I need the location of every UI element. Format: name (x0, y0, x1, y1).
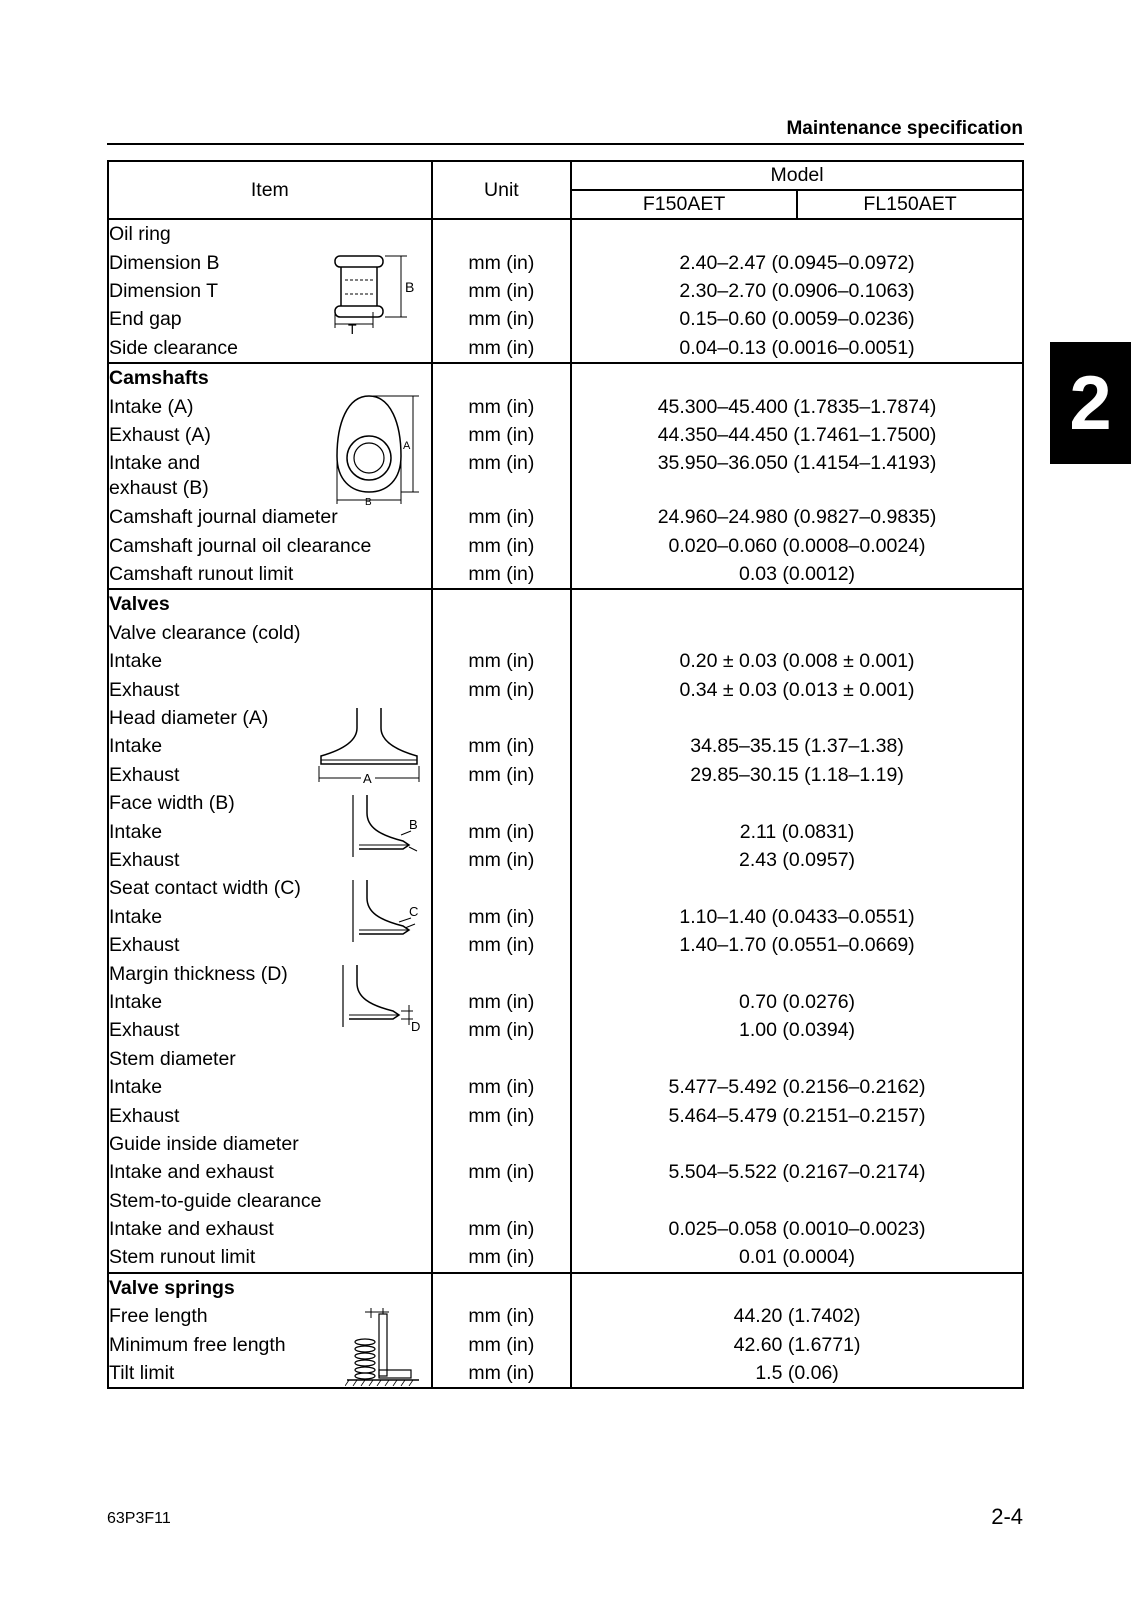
table-row: Intake and exhaust mm (in) 5.504–5.522 (0.2167–0.2174) (108, 1158, 1023, 1186)
table-row: Intake and exhaust mm (in) 0.025–0.058 (0.0010–0.0023) (108, 1215, 1023, 1243)
table-row: Exhaust (A) mm (in) 44.350–44.450 (1.7461–1.7500) (108, 421, 1023, 449)
table-row: Camshaft journal diameter mm (in) 24.960–24.980 (0.9827–0.9835) (108, 503, 1023, 531)
label-d: D (410, 1019, 421, 1035)
document-code: 63P3F11 (107, 1510, 171, 1527)
item-cell: Dimension B B T (108, 248, 432, 276)
item-cell: Oil ring (108, 219, 432, 248)
header-rule (107, 143, 1024, 145)
table-row: Exhaust mm (in) 0.34 ± 0.03 (0.013 ± 0.001) (108, 675, 1023, 703)
table-row: Tilt limit mm (in) 1.5 (0.06) (108, 1359, 1023, 1388)
table-row: Minimum free length mm (in) 42.60 (1.6771) (108, 1330, 1023, 1358)
table-row: Exhaust mm (in) 2.43 (0.0957) (108, 846, 1023, 874)
table-row: Stem runout limit mm (in) 0.01 (0.0004) (108, 1243, 1023, 1272)
table-row: Face width (B) B (108, 789, 1023, 817)
section-row-valve-springs: Valve springs (108, 1273, 1023, 1302)
model-f150aet: F150AET (571, 190, 797, 219)
table-row: Intake and exhaust (B) mm (in) 35.950–36.050 (1.4154–1.4193) (108, 449, 1023, 503)
model-fl150aet: FL150AET (797, 190, 1023, 219)
label-b: B (408, 817, 418, 833)
page-title: Maintenance specification (786, 118, 1023, 139)
label-b: B (364, 497, 372, 507)
table-row: Free length mm (in) 44.20 (1.7402) (108, 1302, 1023, 1330)
table-row: Head diameter (A) A (108, 704, 1023, 732)
label-a: A (402, 440, 410, 453)
table-row: Exhaust mm (in) 5.464–5.479 (0.2151–0.2157) (108, 1101, 1023, 1129)
table-row: Dimension T mm (in) 2.30–2.70 (0.0906–0.1063) (108, 277, 1023, 305)
table-row: Intake mm (in) 0.20 ± 0.03 (0.008 ± 0.001) (108, 647, 1023, 675)
label-t: T (347, 321, 357, 335)
table-row: Intake (A) A B mm (in) 45.300–45.400 (1.7835–1.7874) (108, 392, 1023, 420)
table-row: Stem-to-guide clearance (108, 1187, 1023, 1215)
table-row: Dimension B B T mm (in) 2.40–2.47 (0.0945–0.0972) (108, 248, 1023, 276)
table-row: Stem diameter (108, 1045, 1023, 1073)
label-a: A (362, 770, 372, 786)
label-c: C (408, 904, 419, 920)
table-row: Side clearance mm (in) 0.04–0.13 (0.0016–0.0051) (108, 334, 1023, 363)
table-row: Intake mm (in) 0.70 (0.0276) (108, 988, 1023, 1016)
table-row: Valve clearance (cold) (108, 619, 1023, 647)
spec-table (107, 160, 1024, 1389)
section-row-valves: Valves (108, 589, 1023, 618)
table-row: Camshaft runout limit mm (in) 0.03 (0.0012) (108, 560, 1023, 589)
table-row: Intake mm (in) 1.10–1.40 (0.0433–0.0551) (108, 903, 1023, 931)
table-row (108, 219, 1023, 248)
table-row: Exhaust mm (in) 1.00 (0.0394) (108, 1016, 1023, 1044)
table-row: Exhaust mm (in) 29.85–30.15 (1.18–1.19) (108, 761, 1023, 789)
page-number: 2-4 (991, 1504, 1023, 1529)
table-row: Intake mm (in) 2.11 (0.0831) (108, 817, 1023, 845)
table-row: Margin thickness (D) D (108, 959, 1023, 987)
col-header-item: Item (108, 161, 432, 219)
table-row: End gap mm (in) 0.15–0.60 (0.0059–0.0236) (108, 305, 1023, 333)
table-row: Exhaust mm (in) 1.40–1.70 (0.0551–0.0669) (108, 931, 1023, 959)
section-row-camshafts: Camshafts (108, 363, 1023, 392)
col-header-model: Model (571, 161, 1023, 190)
table-row: Seat contact width (C) C (108, 874, 1023, 902)
table-row: Intake mm (in) 34.85–35.15 (1.37–1.38) (108, 732, 1023, 760)
table-row: Guide inside diameter (108, 1130, 1023, 1158)
label-b: B (404, 279, 414, 296)
table-row: Intake mm (in) 5.477–5.492 (0.2156–0.2162) (108, 1073, 1023, 1101)
chapter-tab: 2 (1050, 342, 1131, 464)
col-header-unit: Unit (432, 161, 571, 219)
table-row: Camshaft journal oil clearance mm (in) 0.020–0.060 (0.0008–0.0024) (108, 532, 1023, 560)
